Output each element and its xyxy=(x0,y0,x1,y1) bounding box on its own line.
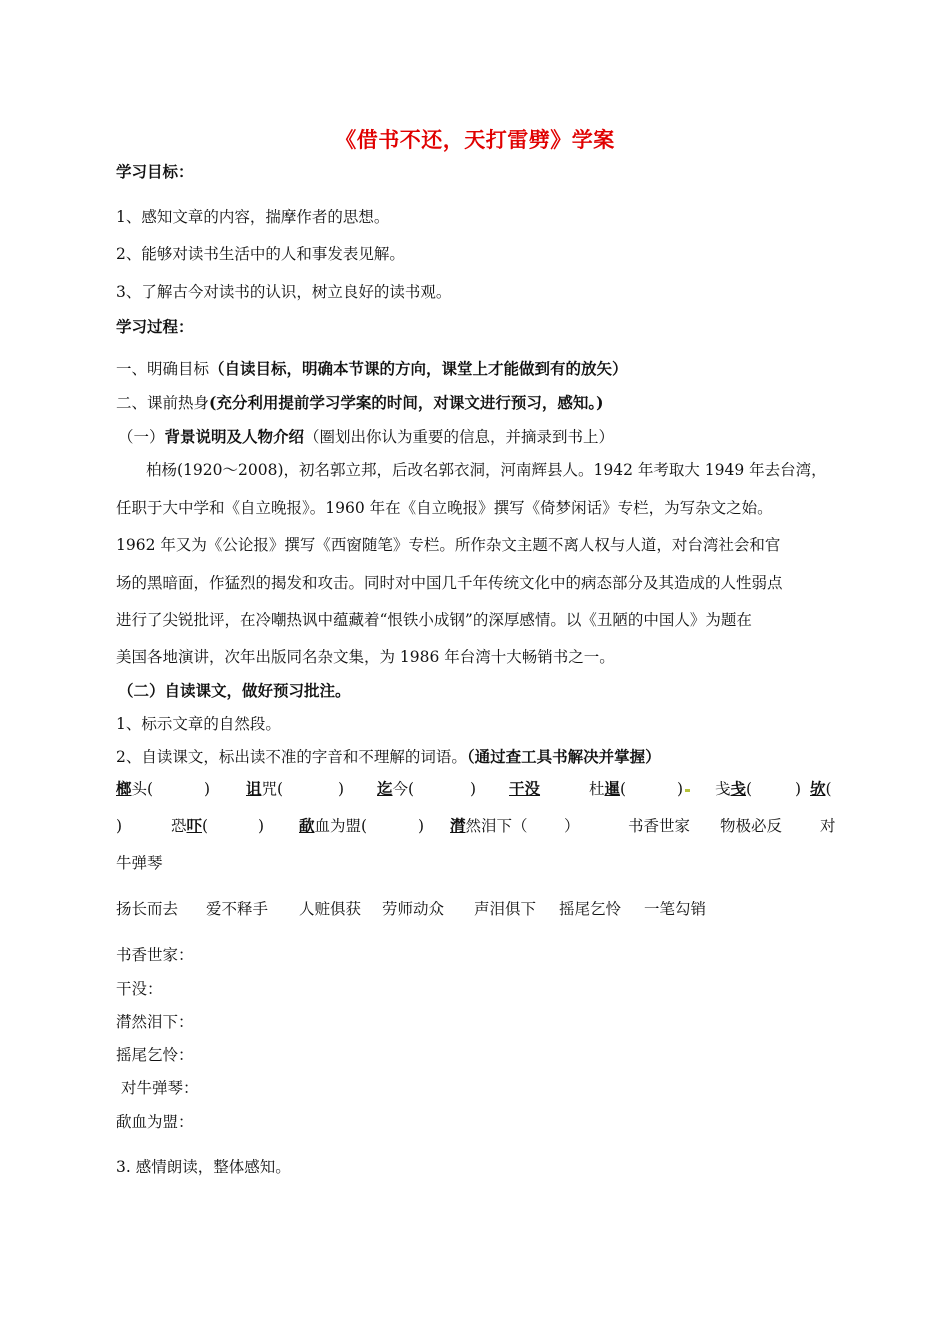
step-1-label: 一、明确目标 xyxy=(116,360,210,378)
word-qijin: 迄今( xyxy=(377,779,415,798)
blank-close: ) xyxy=(338,780,345,798)
word-dui: 对 xyxy=(820,817,836,835)
sub-1-note: （圈划出你认为重要的信息，并摘录到书上） xyxy=(304,428,615,446)
blank-close: ) xyxy=(204,780,211,798)
definition-prompt: 对牛弹琴： xyxy=(121,1079,199,1097)
goal-item-1: 1、感知文章的内容，揣摩作者的思想。 xyxy=(116,208,390,226)
blank-close: ) xyxy=(470,780,477,798)
blank-close: ) xyxy=(116,817,123,835)
bio-line-5: 进行了尖锐批评，在冷嘲热讽中蕴藏着“恨铁小成钢”的深厚感情。以《丑陋的中国人》为题在 xyxy=(116,611,752,629)
word-shanranleixia: 潸然泪下（ xyxy=(450,816,528,835)
step-2 xyxy=(116,392,603,414)
sub-section-2: （二）自读课文，做好预习批注。 xyxy=(118,681,351,700)
word-ganmo: 干没 xyxy=(509,779,541,798)
goals-heading: 学习目标： xyxy=(116,162,194,181)
word-jianjian: 戋戋( xyxy=(715,779,753,798)
step-2-label: 二、课前热身 xyxy=(116,394,210,412)
sub-1-label: 背景说明及人物介绍 xyxy=(164,427,305,446)
idiom: 劳师动众 xyxy=(382,900,445,918)
definition-prompt: 书香世家： xyxy=(116,946,194,964)
idiom: 扬长而去 xyxy=(116,900,179,918)
bio-line-2: 任职于大中学和《自立晚报》。1960 年在《自立晚报》撰写《倚梦闲话》专栏，为写杂文之始。 xyxy=(116,499,773,517)
idiom: 摇尾乞怜 xyxy=(559,900,622,918)
definition-prompt: 歃血为盟： xyxy=(116,1113,194,1131)
step-1 xyxy=(116,358,628,380)
mark-dot xyxy=(685,789,690,792)
bio-line-1: 柏杨(1920～2008)，初名郭立邦，后改名郭衣洞，河南辉县人。1942 年考取大 1949 年去台湾， xyxy=(146,461,827,479)
task-2-note: （通过查工具书解决并掌握） xyxy=(466,747,661,766)
word-konghe: 恐吓( xyxy=(171,816,209,835)
word-shuxiangshijia: 书香世家 xyxy=(628,817,691,835)
blank-close: ) xyxy=(795,780,802,798)
bio-line-6: 美国各地演讲，次年出版同名杂文集，为 1986 年台湾十大畅销书之一。 xyxy=(116,648,615,666)
process-heading: 学习过程： xyxy=(116,317,194,336)
idiom: 爱不释手 xyxy=(206,900,269,918)
task-2-text: 2、自读课文，标出读不准的字音和不理解的词语。 xyxy=(116,748,467,766)
word-zuzhou: 诅咒( xyxy=(246,779,284,798)
definition-prompt: 干没： xyxy=(116,980,163,998)
bio-line-3: 1962 年又为《公论报》撰写《西窗随笔》专栏。所作杂文主题不离人权与人道，对台湾社会和官 xyxy=(116,536,781,554)
word-yu: 欤( xyxy=(810,779,832,798)
sub-section-1 xyxy=(118,426,614,448)
word-duxian: 杜暹( xyxy=(589,779,627,798)
blank-close: ) xyxy=(677,778,690,800)
blank-close: ） xyxy=(564,817,580,835)
definition-prompt: 潸然泪下： xyxy=(116,1013,194,1031)
goal-item-2: 2、能够对读书生活中的人和事发表见解。 xyxy=(116,245,405,263)
step-1-note: （自读目标，明确本节课的方向，课堂上才能做到有的放矢） xyxy=(209,359,628,378)
word-langtou: 榔头( xyxy=(116,779,154,798)
task-1: 1、标示文章的自然段。 xyxy=(116,715,281,733)
task-2 xyxy=(116,746,661,768)
sub-1-prefix: （一） xyxy=(118,428,165,446)
word-niutanqin: 牛弹琴 xyxy=(116,854,163,872)
word-wujibifan: 物极必反 xyxy=(720,817,783,835)
definition-prompt: 摇尾乞怜： xyxy=(116,1046,194,1064)
bio-line-4: 场的黑暗面，作猛烈的揭发和攻击。同时对中国几千年传统文化中的病态部分及其造成的人性弱点 xyxy=(116,574,783,592)
blank-close: ) xyxy=(418,817,425,835)
goal-item-3: 3、了解古今对读书的认识，树立良好的读书观。 xyxy=(116,283,452,301)
word-shaxueweimeng: 歃血为盟( xyxy=(299,816,368,835)
step-2-note: (充分利用提前学习学案的时间，对课文进行预习，感知。) xyxy=(209,393,604,412)
idiom: 人赃俱获 xyxy=(299,900,362,918)
idiom: 声泪俱下 xyxy=(474,900,537,918)
page-title: 《借书不还，天打雷劈》学案 xyxy=(335,127,615,152)
task-3: 3. 感情朗读，整体感知。 xyxy=(116,1158,291,1176)
idiom: 一笔勾销 xyxy=(644,900,707,918)
blank-close: ) xyxy=(258,817,265,835)
